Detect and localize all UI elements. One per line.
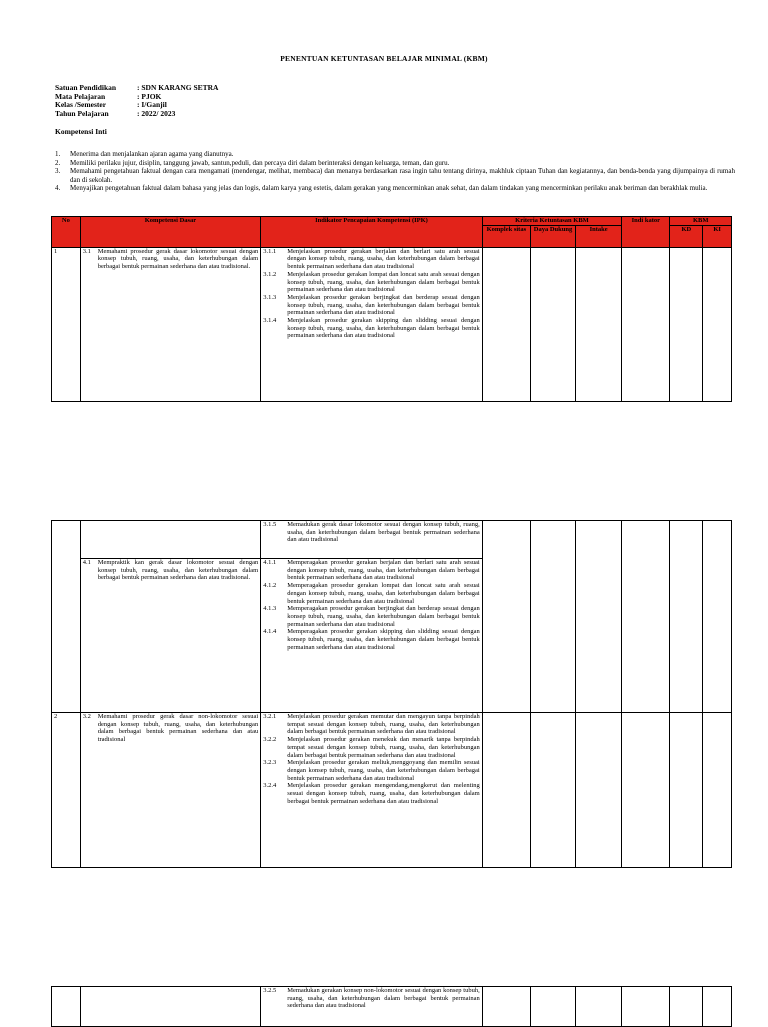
ipk-text: Menjelaskan prosedur gerakan memutar dan mengayun tanpa berpindah tempat sesuai dengan konsep tubuh, ruang, usaha, dan keterhubungan dalam berbagai bentuk permainan sederhana dan atau tradisional bbox=[287, 713, 480, 736]
kd-text: Mempraktik kan gerak dasar lokomotor sesuai dengan konsep tubuh, ruang, usaha, dan keterhubungan dalam berbagai bentuk permainan sederhana dan atau tradisional. bbox=[97, 559, 259, 582]
kd-cell bbox=[80, 713, 261, 868]
ipk-text: Memadukan gerak dasar lokomotor sesuai dengan konsep tubuh, ruang, usaha, dan keterhubungan dalam berbagai bentuk permainan sederhana dan atau tradisional bbox=[287, 521, 480, 544]
info-block bbox=[55, 84, 218, 118]
ipk-item bbox=[263, 317, 480, 340]
kompleksitas-cell bbox=[482, 247, 530, 401]
ipk-text: Menjelaskan prosedur gerakan berjalan dan berlari satu arah sesuai dengan konsep tubuh, ruang, usaha, dan keterhubungan dalam berbagai bentuk permainan sederhana dan atau tradisional bbox=[287, 247, 480, 271]
ipk-item bbox=[263, 628, 480, 651]
kd-cell bbox=[80, 247, 261, 401]
ipk-number: 3.2.1 bbox=[263, 713, 277, 720]
ipk-item bbox=[263, 759, 480, 782]
ipk-number: 3.1.3 bbox=[263, 293, 277, 301]
info-value: : I/Ganjil bbox=[137, 100, 167, 110]
ipk-text: Menjelaskan prosedur gerakan menekuk dan menarik tanpa berpindah tempat sesuai dengan konsep tubuh, ruang, usaha, dan keterhubungan dalam berbagai bentuk permainan sederhana dan atau tradisional bbox=[287, 736, 480, 759]
header-ipk: Indikator Pencapaian Kompetensi (IPK) bbox=[261, 217, 483, 248]
daya-dukung-cell bbox=[530, 987, 575, 1027]
ipk-number: 3.2.3 bbox=[263, 759, 277, 767]
header-kompleksitas: Komplek sitas bbox=[482, 225, 530, 247]
table-header-row bbox=[52, 217, 732, 226]
ipk-number: 3.2.5 bbox=[263, 987, 277, 994]
header-intake: Intake bbox=[576, 225, 622, 247]
header-ki: KI bbox=[703, 225, 732, 247]
ki-text: Memahami pengetahuan faktual dengan cara mengamati (mendengar, melihat, membaca) dan menanya berdasarkan rasa ingin tahu tentang dirinya, makhluk ciptaan Tuhan dan kegiatannya, dan benda-benda yang dijumpainya di rumah dan di sekolah. bbox=[70, 167, 735, 184]
ki-item bbox=[55, 167, 735, 184]
ipk-item bbox=[263, 294, 480, 317]
daya-dukung-cell bbox=[530, 713, 575, 868]
ki-text: Menerima dan menjalankan ajaran agama yang dianutnya. bbox=[70, 150, 234, 158]
ipk-text: Menjelaskan prosedur gerakan meliuk,menggoyang dan memilin sesuai dengan konsep tubuh, ruang, usaha, dan keterhubungan dalam berbagai bentuk permainan sederhana dan atau tradisional bbox=[287, 759, 480, 782]
ki-list bbox=[55, 150, 735, 193]
row-number bbox=[52, 521, 81, 713]
row-number: 2 bbox=[52, 713, 81, 868]
intake-cell bbox=[576, 521, 622, 713]
ipk-text: Memperagakan prosedur gerakan berjalan dan berlari satu arah sesuai dengan konsep tubuh, ruang, usaha, dan keterhubungan dalam berbagai bentuk permainan sederhana dan atau tradisional bbox=[287, 559, 480, 582]
document-title: PENENTUAN KETUNTASAN BELAJAR MINIMAL (KBM) bbox=[280, 54, 488, 63]
indikator-cell bbox=[622, 713, 670, 868]
ki-number: 2. bbox=[55, 158, 61, 167]
daya-dukung-cell bbox=[530, 247, 575, 401]
info-label: Satuan Pendidikan bbox=[55, 83, 117, 92]
kbm-table-2 bbox=[51, 520, 732, 868]
intake-cell bbox=[576, 247, 622, 401]
ki-item bbox=[55, 150, 735, 159]
row-number bbox=[52, 987, 81, 1027]
kbm-kd-cell bbox=[670, 521, 703, 713]
intake-cell bbox=[576, 713, 622, 868]
ipk-cell bbox=[261, 247, 483, 401]
kbm-ki-cell bbox=[703, 713, 732, 868]
info-label: Tahun Pelajaran bbox=[55, 108, 109, 118]
ipk-item bbox=[263, 582, 480, 605]
ipk-number: 3.1.1 bbox=[263, 247, 277, 255]
ipk-number: 3.2.4 bbox=[263, 782, 277, 790]
header-kriteria: Kriteria Ketuntasan KBM bbox=[482, 217, 621, 226]
ipk-item bbox=[263, 605, 480, 628]
ki-number: 1. bbox=[55, 150, 61, 158]
info-value: : SDN KARANG SETRA bbox=[137, 83, 219, 92]
kompleksitas-cell bbox=[482, 713, 530, 868]
kompleksitas-cell bbox=[482, 521, 530, 713]
ki-item bbox=[55, 159, 735, 168]
indikator-cell bbox=[622, 247, 670, 401]
info-value: : PJOK bbox=[137, 91, 162, 101]
ipk-text: Memperagakan prosedur gerakan berjingkat dan berderap sesuai dengan konsep tubuh, ruang, usaha, dan keterhubungan dalam berbagai bentuk permainan sederhana dan atau tradisional bbox=[287, 605, 480, 628]
kbm-table-1 bbox=[51, 216, 732, 402]
ipk-cell bbox=[261, 559, 483, 713]
ipk-item bbox=[263, 713, 480, 736]
ipk-item bbox=[263, 559, 480, 582]
info-value: : 2022/ 2023 bbox=[137, 108, 176, 118]
kd-text: Memahami prosedur gerak dasar lokomotor sesuai dengan konsep tubuh, ruang, usaha, dan keterhubungan dalam berbagai bentuk permainan sederhana dan atau tradisional. bbox=[97, 247, 259, 271]
header-kd: KD bbox=[670, 225, 703, 247]
ipk-number: 3.1.2 bbox=[263, 270, 277, 278]
ipk-number: 4.1.1 bbox=[263, 559, 277, 566]
ipk-cell bbox=[261, 521, 483, 559]
ipk-text: Menjelaskan prosedur gerakan berjingkat dan berderap sesuai dengan konsep tubuh, ruang, usaha, dan keterhubungan dalam berbagai bentuk permainan sederhana dan atau tradisional bbox=[287, 293, 480, 317]
indikator-cell bbox=[622, 987, 670, 1027]
ki-heading: Kompetensi Inti bbox=[55, 127, 107, 136]
ki-text: Menyajikan pengetahuan faktual dalam bahasa yang jelas dan logis, dalam karya yang estetis, dalam gerakan yang mencerminkan anak sehat, dan dalam tindakan yang mencerminkan perilaku anak beriman dan berakhlak mulia. bbox=[70, 184, 708, 193]
ipk-number: 4.1.3 bbox=[263, 605, 277, 613]
ipk-text: Memperagakan prosedur gerakan lompat dan loncat satu arah sesuai dengan konsep tubuh, ruang, usaha, dan keterhubungan dalam berbagai bentuk permainan sederhana dan atau tradisional bbox=[287, 582, 480, 605]
intake-cell bbox=[576, 987, 622, 1027]
kbm-kd-cell bbox=[670, 713, 703, 868]
info-label: Kelas /Semester bbox=[55, 100, 107, 110]
kd-number: 3.2 bbox=[82, 713, 91, 720]
kbm-table-3 bbox=[51, 986, 732, 1027]
kd-cell bbox=[80, 521, 261, 559]
ki-text: Memiliki perilaku jujur, disiplin, tanggung jawab, santun,peduli, dan percaya diri dalam berinteraksi dengan keluarga, teman, dan guru. bbox=[70, 158, 450, 167]
row-number: 1 bbox=[52, 247, 81, 401]
table-row bbox=[52, 713, 732, 868]
info-row bbox=[55, 110, 218, 119]
kd-cell bbox=[80, 987, 261, 1027]
ipk-text: Menjelaskan prosedur gerakan skipping dan slidding sesuai dengan konsep tubuh, ruang, usaha, dan keterhubungan dalam berbagai bentuk permainan sederhana dan atau tradisional bbox=[287, 317, 480, 340]
header-kbm: KBM bbox=[670, 217, 732, 226]
kbm-ki-cell bbox=[703, 521, 732, 713]
daya-dukung-cell bbox=[530, 521, 575, 713]
table-row bbox=[52, 987, 732, 1027]
kbm-kd-cell bbox=[670, 247, 703, 401]
ipk-cell bbox=[261, 987, 483, 1027]
ipk-number: 3.2.2 bbox=[263, 736, 277, 744]
header-daya-dukung: Daya Dukung bbox=[530, 225, 575, 247]
ipk-item bbox=[263, 782, 480, 805]
ipk-item bbox=[263, 987, 480, 1010]
indikator-cell bbox=[622, 521, 670, 713]
ipk-text: Memadukan gerakan konsep non-lokomotor sesuai dengan konsep tubuh, ruang, usaha, dan keterhubungan dalam berbagai bentuk permainan sederhana dan atau tradisional bbox=[287, 987, 480, 1010]
kd-number: 3.1 bbox=[82, 247, 91, 255]
ipk-number: 4.1.2 bbox=[263, 582, 277, 590]
kd-cell bbox=[80, 559, 261, 713]
ki-number: 4. bbox=[55, 184, 61, 193]
ipk-number: 3.1.4 bbox=[263, 317, 277, 325]
header-indikator: Indi kator bbox=[622, 217, 670, 248]
kbm-kd-cell bbox=[670, 987, 703, 1027]
kd-text: Memahami prosedur gerak dasar non-lokomotor sesuai dengan konsep tubuh, ruang, usaha, dan keterhubungan dalam berbagai bentuk permainan sederhana dan atau tradisional bbox=[97, 713, 259, 744]
ipk-text: Memperagakan prosedur gerakan skipping dan slidding sesuai dengan konsep tubuh, ruang, usaha, dan keterhubungan dalam berbagai bentuk permainan sederhana dan atau tradisional bbox=[287, 628, 480, 651]
ki-item bbox=[55, 184, 735, 193]
ipk-item bbox=[263, 248, 480, 271]
ki-number: 3. bbox=[55, 167, 61, 176]
header-no: No bbox=[52, 217, 81, 248]
ipk-item bbox=[263, 271, 480, 294]
info-label: Mata Pelajaran bbox=[55, 91, 106, 101]
table-row bbox=[52, 521, 732, 559]
kd-number: 4.1 bbox=[82, 559, 91, 566]
ipk-text: Menjelaskan prosedur gerakan lompat dan loncat satu arah sesuai dengan konsep tubuh, ruang, usaha, dan keterhubungan dalam berbagai bentuk permainan sederhana dan atau tradisional bbox=[287, 270, 480, 294]
header-kompetensi-dasar: Kompetensi Dasar bbox=[80, 217, 261, 248]
ipk-item bbox=[263, 521, 480, 544]
ipk-number: 3.1.5 bbox=[263, 521, 277, 528]
ipk-number: 4.1.4 bbox=[263, 628, 277, 636]
table-row bbox=[52, 247, 732, 401]
ipk-item bbox=[263, 736, 480, 759]
ipk-cell bbox=[261, 713, 483, 868]
kbm-ki-cell bbox=[703, 247, 732, 401]
kompleksitas-cell bbox=[482, 987, 530, 1027]
kbm-ki-cell bbox=[703, 987, 732, 1027]
ipk-text: Menjelaskan prosedur gerakan mengendang,mengkerut dan melenting sesuai dengan konsep tubuh, ruang, usaha, dan keterhubungan dalam berbagai bentuk permainan sederhana dan atau tradisional bbox=[287, 782, 480, 805]
